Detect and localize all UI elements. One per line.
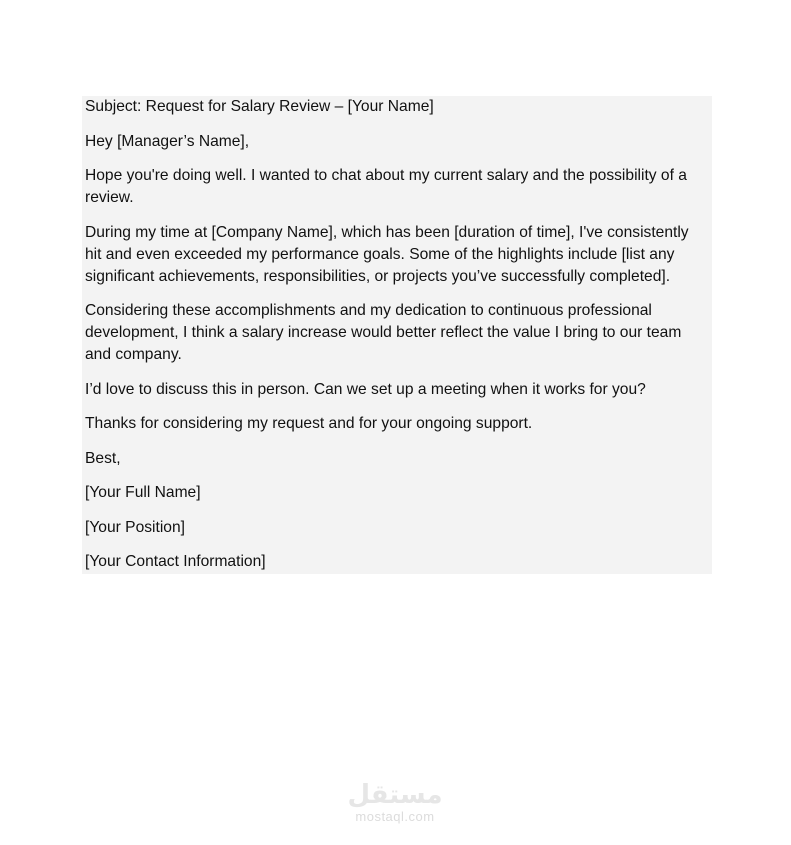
closing: Best, bbox=[85, 449, 121, 467]
signature-contact: [Your Contact Information] bbox=[85, 553, 266, 570]
paragraph-thanks: Thanks for considering my request and for your ongoing support. bbox=[85, 415, 533, 432]
watermark-arabic: مستقل bbox=[347, 780, 443, 810]
letter-body bbox=[82, 96, 712, 574]
paragraph-achievements: During my time at [Company Name], which has been [duration of time], I've consistently hit and even exceeded my performance goals. Some of the highlights include [list any significant achievements, responsibilities, or projects you’ve successfully completed]. bbox=[85, 223, 689, 285]
signature-position: [Your Position] bbox=[85, 518, 185, 536]
paragraph-meeting: I’d love to discuss this in person. Can we set up a meeting when it works for you? bbox=[85, 380, 646, 398]
watermark-latin: mostaql.com bbox=[355, 809, 435, 824]
mostaql-watermark bbox=[340, 780, 450, 830]
signature-name: [Your Full Name] bbox=[85, 484, 201, 501]
subject-line: Subject: Request for Salary Review – [Your Name] bbox=[85, 98, 434, 115]
paragraph-request: Considering these accomplishments and my dedication to continuous professional development, I think a salary increase would better reflect the value I bring to our team and company. bbox=[85, 302, 682, 363]
greeting: Hey [Manager’s Name], bbox=[85, 132, 250, 150]
paragraph-intro: Hope you're doing well. I wanted to chat about my current salary and the possibility of a review. bbox=[85, 167, 687, 206]
